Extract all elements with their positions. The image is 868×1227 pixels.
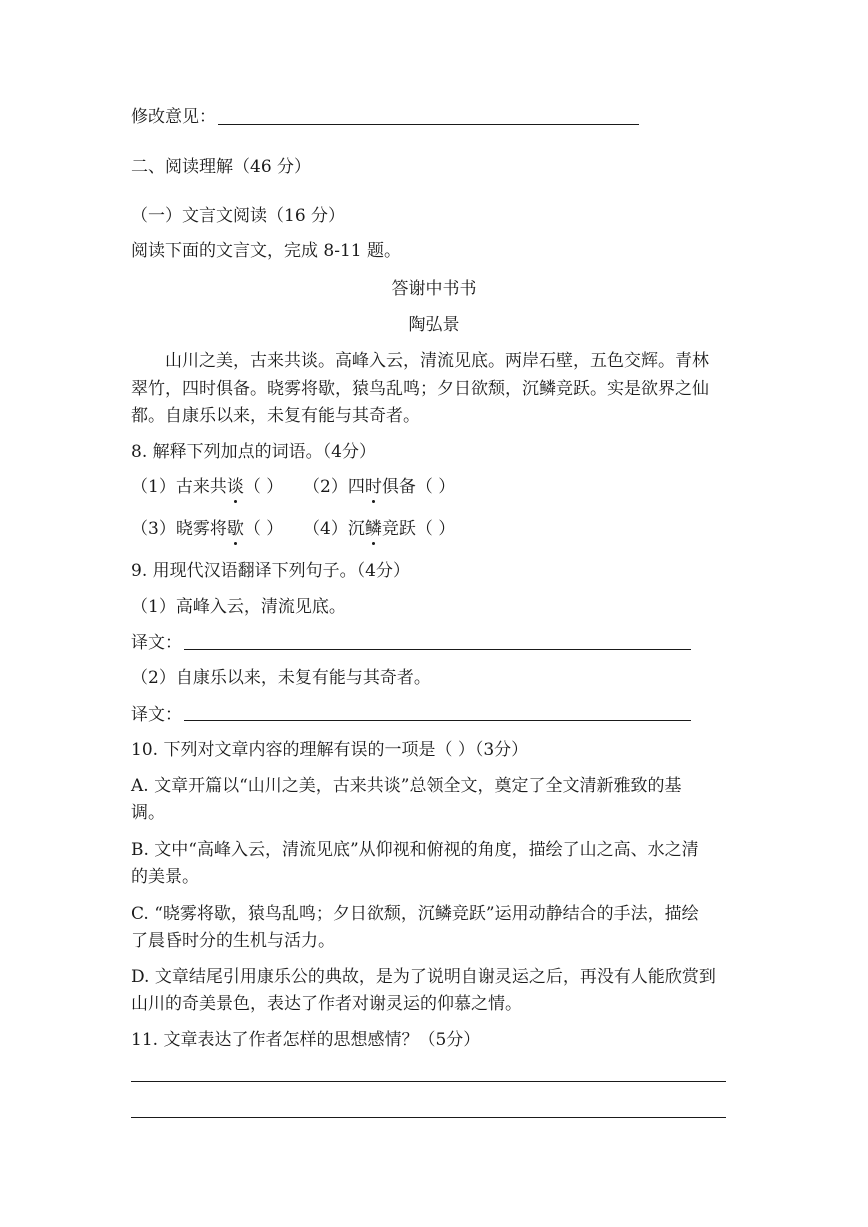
subsection-title: （一）文言文阅读（16 分） <box>131 206 346 226</box>
q10-option-d-cont: 山川的奇美景色，表达了作者对谢灵运的仰慕之情。 <box>131 994 522 1014</box>
q9-answer-label-2: 译文： <box>131 705 182 725</box>
q8-stem: 8. 解释下列加点的词语。（4分） <box>131 442 376 462</box>
dotted-word: 歇 <box>226 519 244 539</box>
q8-item-1 <box>131 476 283 498</box>
passage-title: 答谢中书书 <box>391 279 477 299</box>
q9-sentence-1: （1）高峰入云，清流见底。 <box>131 597 346 617</box>
passage-line: 翠竹，四时俱备。晓雾将歇，猿鸟乱鸣；夕日欲颓，沉鳞竞跃。实是欲界之仙 <box>131 379 709 399</box>
section-title: 二、阅读理解（46 分） <box>131 157 312 177</box>
item-number: （1） <box>131 477 176 497</box>
q8-item-2 <box>303 476 455 498</box>
q10-option-a-cont: 调。 <box>131 803 165 823</box>
q10-option-c: C. “晓雾将歇，猿鸟乱鸣；夕日欲颓，沉鳞竞跃”运用动静结合的手法，描绘 <box>131 904 699 924</box>
dotted-word: 时 <box>364 477 382 497</box>
item-text: 四 <box>347 477 365 497</box>
passage-author: 陶弘景 <box>408 315 460 335</box>
dotted-word: 谈 <box>226 477 244 497</box>
q10-stem: 10. 下列对文章内容的理解有误的一项是（ ）（3分） <box>131 740 529 760</box>
q11-answer-line-1[interactable] <box>131 1081 726 1082</box>
item-number: （2） <box>303 477 348 497</box>
q9-stem: 9. 用现代汉语翻译下列句子。（4分） <box>131 561 410 581</box>
q9-answer-line-1[interactable] <box>184 649 691 650</box>
q9-sentence-2: （2）自康乐以来，未复有能与其奇者。 <box>131 668 431 688</box>
revision-answer-line[interactable] <box>218 124 639 125</box>
answer-blank[interactable]: 竞跃（ ） <box>381 519 456 539</box>
q10-option-c-cont: 了晨昏时分的生机与活力。 <box>131 931 335 951</box>
item-text: 古来共 <box>175 477 227 497</box>
q8-item-3 <box>131 518 283 540</box>
item-text: 晓雾将 <box>175 519 227 539</box>
instruction: 阅读下面的文言文，完成 8-11 题。 <box>131 241 401 261</box>
item-text: 沉 <box>347 519 365 539</box>
passage-line: 山川之美，古来共谈。高峰入云，清流见底。两岸石壁，五色交辉。青林 <box>165 351 709 371</box>
q9-answer-line-2[interactable] <box>184 720 691 721</box>
q11-answer-line-2[interactable] <box>131 1117 726 1118</box>
q10-option-d: D. 文章结尾引用康乐公的典故，是为了说明自谢灵运之后，再没有人能欣赏到 <box>131 967 716 987</box>
answer-blank[interactable]: （ ） <box>243 477 284 497</box>
q10-option-b-cont: 的美景。 <box>131 867 199 887</box>
revision-label: 修改意见： <box>131 107 216 127</box>
passage-line: 都。自康乐以来，未复有能与其奇者。 <box>131 406 420 426</box>
q8-item-4 <box>303 518 455 540</box>
dotted-word: 鳞 <box>364 519 382 539</box>
q10-option-b: B. 文中“高峰入云，清流见底”从仰视和俯视的角度，描绘了山之高、水之清 <box>131 840 699 860</box>
item-number: （4） <box>303 519 348 539</box>
q11-stem: 11. 文章表达了作者怎样的思想感情？（5分） <box>131 1030 481 1050</box>
answer-blank[interactable]: （ ） <box>243 519 284 539</box>
item-number: （3） <box>131 519 176 539</box>
q9-answer-label-1: 译文： <box>131 633 182 653</box>
q10-option-a: A. 文章开篇以“山川之美，古来共谈”总领全文，奠定了全文清新雅致的基 <box>131 776 682 796</box>
answer-blank[interactable]: 俱备（ ） <box>381 477 456 497</box>
